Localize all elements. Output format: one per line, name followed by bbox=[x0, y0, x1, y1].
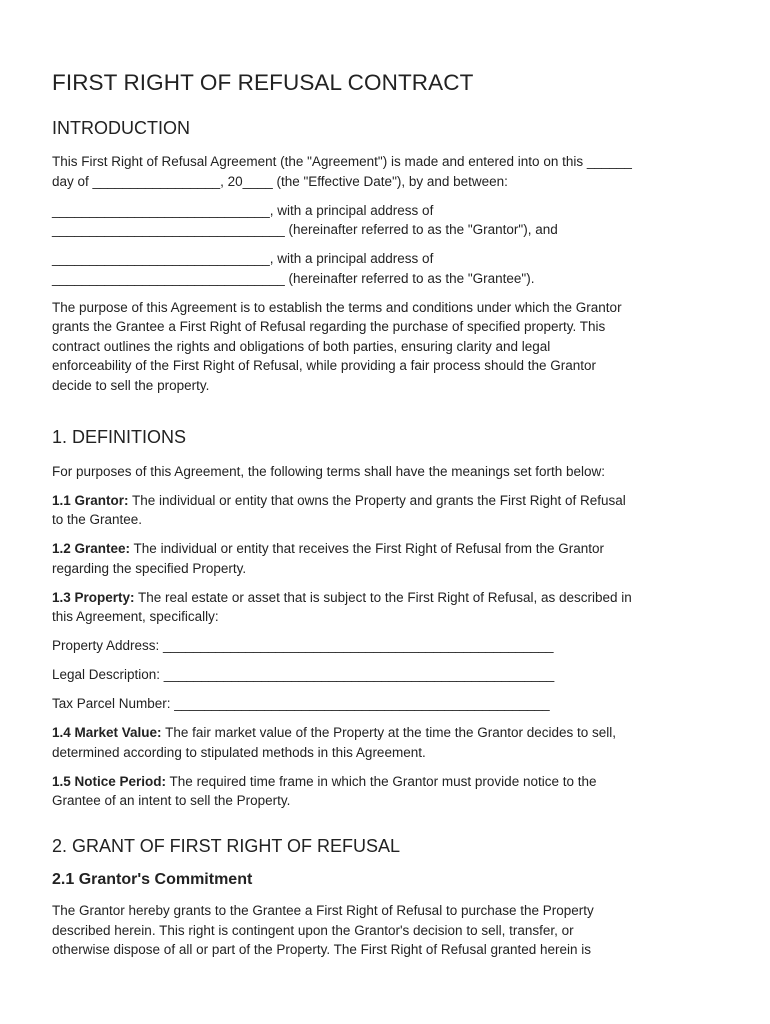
definition-term: 1.5 Notice Period: bbox=[52, 773, 167, 789]
definition-term: 1.1 Grantor: bbox=[52, 492, 129, 508]
grantor-party bbox=[52, 201, 724, 240]
definition-text: The real estate or asset that is subject to the First Right of Refusal, as described in bbox=[134, 589, 632, 605]
purpose-line: grants the Grantee a First Right of Refusal regarding the purchase of specified property. This bbox=[52, 319, 606, 334]
definition-term: 1.3 Property: bbox=[52, 589, 135, 605]
definition-text: The individual or entity that owns the Property and grants the First Right of Refusal bbox=[128, 492, 626, 508]
purpose-paragraph bbox=[52, 298, 724, 396]
opening-line: day of _________________, 20____ (the "Effective Date"), by and between: bbox=[52, 173, 508, 189]
introduction-heading: INTRODUCTION bbox=[52, 118, 190, 138]
opening-line: This First Right of Refusal Agreement (the "Agreement") is made and entered into on this ______ bbox=[52, 154, 632, 169]
purpose-line: The purpose of this Agreement is to establish the terms and conditions under which the Grantor bbox=[52, 299, 622, 315]
definition-text: determined according to stipulated methods in this Agreement. bbox=[52, 744, 426, 760]
definition-text: The fair market value of the Property at the time the Grantor decides to sell, bbox=[161, 725, 617, 740]
definition-term: 1.2 Grantee: bbox=[52, 541, 131, 556]
definition-text: The required time frame in which the Grantor must provide notice to the bbox=[166, 773, 597, 789]
definition-text: this Agreement, specifically: bbox=[52, 609, 219, 624]
definition-text: The individual or entity that receives the First Right of Refusal from the Grantor bbox=[130, 541, 605, 556]
definitions-intro: For purposes of this Agreement, the following terms shall have the meanings set forth below: bbox=[52, 463, 606, 479]
purpose-line: decide to sell the property. bbox=[52, 377, 210, 393]
grant-line: otherwise dispose of all or part of the Property. The First Right of Refusal granted herein is bbox=[52, 942, 592, 957]
grant-paragraph bbox=[52, 901, 724, 960]
grant-line: The Grantor hereby grants to the Grantee a First Right of Refusal to purchase the Property bbox=[52, 903, 594, 918]
introduction-opening bbox=[52, 152, 724, 191]
definition-text: to the Grantee. bbox=[52, 512, 143, 527]
tax-parcel-field: Tax Parcel Number: __________________________________________________ bbox=[52, 696, 550, 711]
definition-grantee bbox=[52, 539, 724, 578]
definition-text: Grantee of an intent to sell the Property. bbox=[52, 793, 291, 808]
definition-term: 1.4 Market Value: bbox=[52, 725, 162, 740]
legal-description-field: Legal Description: ____________________________________________________ bbox=[52, 667, 555, 682]
definition-grantor bbox=[52, 491, 724, 530]
purpose-line: contract outlines the rights and obligations of both parties, ensuring clarity and legal bbox=[52, 338, 551, 354]
purpose-line: enforceability of the First Right of Refusal, while providing a fair process should the Grantor bbox=[52, 358, 597, 373]
grantor-commitment-heading: 2.1 Grantor's Commitment bbox=[52, 871, 253, 888]
grantor-line: _____________________________, with a principal address of bbox=[52, 202, 434, 218]
grant-line: described herein. This right is contingent upon the Grantor's decision to sell, transfer, or bbox=[52, 922, 574, 938]
definitions-heading: 1. DEFINITIONS bbox=[52, 426, 187, 447]
grantee-line: _____________________________, with a principal address of bbox=[52, 251, 434, 266]
definition-notice-period bbox=[52, 772, 724, 811]
grant-heading: 2. GRANT OF FIRST RIGHT OF REFUSAL bbox=[52, 836, 401, 856]
grantee-party bbox=[52, 249, 724, 288]
grantor-line: _______________________________ (hereinafter referred to as the "Grantor"), and bbox=[52, 222, 558, 237]
grantee-line: _______________________________ (hereinafter referred to as the "Grantee"). bbox=[52, 270, 535, 286]
definition-property bbox=[52, 588, 724, 627]
definition-text: regarding the specified Property. bbox=[52, 560, 247, 576]
property-address-field: Property Address: ____________________________________________________ bbox=[52, 638, 554, 653]
definition-market-value bbox=[52, 723, 724, 762]
section-spacer bbox=[52, 820, 724, 836]
document-body bbox=[52, 70, 724, 969]
document-title: FIRST RIGHT OF REFUSAL CONTRACT bbox=[52, 70, 474, 95]
section-spacer bbox=[52, 405, 724, 427]
